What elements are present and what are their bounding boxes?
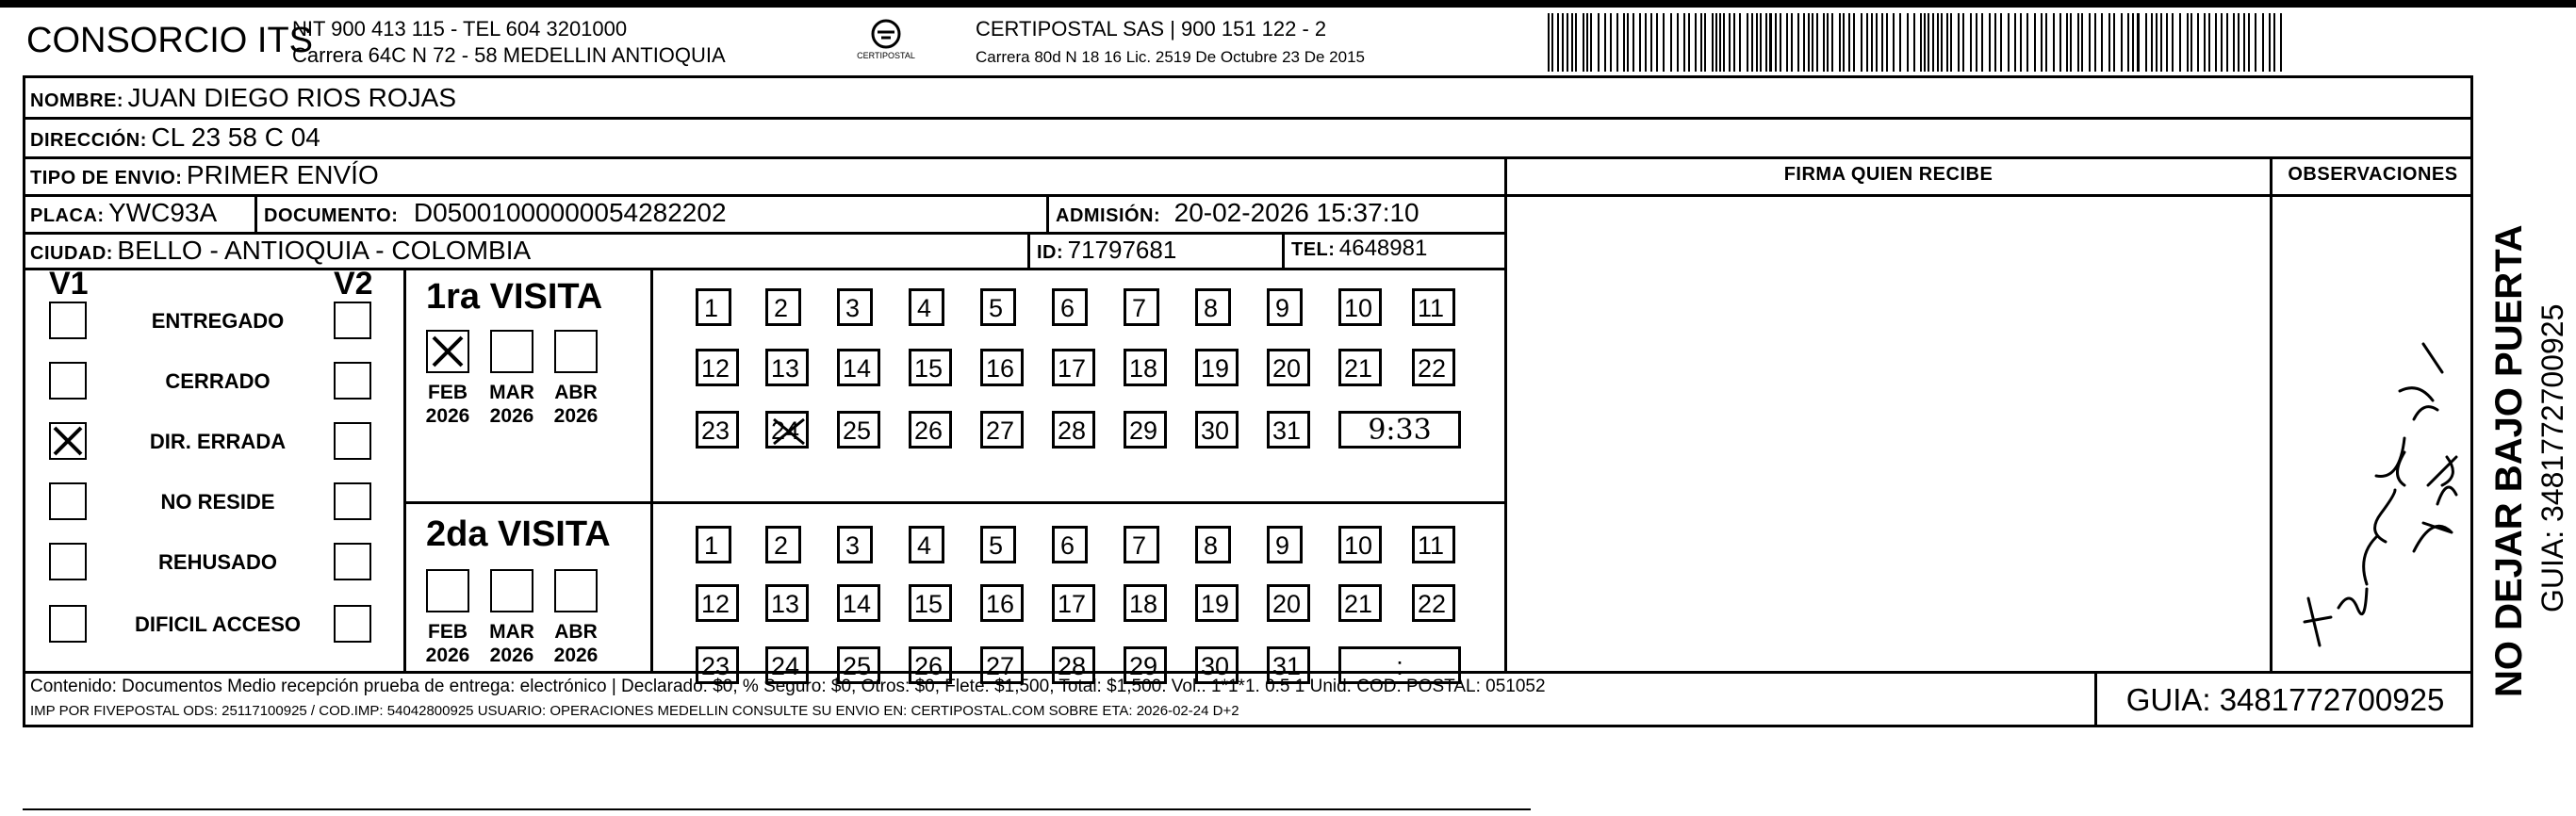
barcode-bar [1853, 13, 1855, 72]
footer-guia: GUIA: 3481772700925 [2125, 682, 2445, 717]
tipo-value: PRIMER ENVÍO [186, 160, 379, 189]
barcode-bar [1590, 13, 1592, 72]
day-box[interactable]: 17 [1052, 584, 1095, 622]
nombre-value: JUAN DIEGO RIOS ROJAS [127, 83, 456, 112]
nombre-label: NOMBRE: [30, 90, 124, 111]
day-box[interactable]: 31 [1267, 646, 1310, 684]
admision-label: ADMISIÓN: [1056, 205, 1161, 226]
barcode-bar [1633, 13, 1634, 72]
footer-imp: IMP POR FIVEPOSTAL ODS: 25117100925 / COD.IMP: 54042800925 USUARIO: OPERACIONES MEDELLIN CONSULTE SU ENVIO EN: CERTIPOSTAL.COM SOBRE ETA: 2026-02-24 D+2 [30, 703, 1239, 719]
day-box[interactable]: 21 [1338, 584, 1382, 622]
day-box[interactable]: 8 [1195, 526, 1231, 563]
barcode-bar [1575, 13, 1577, 72]
day-box[interactable]: 12 [696, 349, 739, 386]
barcode-bar [1639, 13, 1641, 72]
barcode-bar [2020, 13, 2022, 72]
month-name: FEB [428, 382, 468, 403]
barcode-bar [2121, 13, 2123, 72]
barcode-bar [1715, 13, 1717, 72]
barcode-bar [2151, 13, 2153, 72]
day-box[interactable]: 25 [837, 411, 880, 449]
v1-checkbox[interactable] [49, 302, 87, 339]
day-box[interactable]: 14 [837, 349, 880, 386]
status-label: DIR. ERRADA [149, 430, 287, 453]
day-box[interactable]: 28 [1052, 646, 1095, 684]
barcode-bar [2208, 13, 2210, 72]
day-box[interactable]: 4 [909, 526, 944, 563]
barcode-bar [1656, 13, 1658, 72]
day-box[interactable]: 30 [1195, 411, 1239, 449]
day-box[interactable]: 21 [1338, 349, 1382, 386]
admision-row [1056, 198, 1419, 228]
status-label: DIFICIL ACCESO [134, 612, 301, 636]
footer-contenido: Contenido: Documentos Medio recepción prueba de entrega: electrónico | Declarado: $0, % Seguro: $0, Otros: $0, Flete: $1,500, Total: $1,500. Vol.: 1*1*1. 0.5 1 Unid. COD. POSTAL: 051052 [30, 677, 1546, 696]
day-box[interactable]: 30 [1195, 646, 1239, 684]
barcode-bar [1663, 13, 1665, 72]
barcode-bar [1786, 13, 1788, 72]
barcode-bar [1907, 13, 1909, 72]
day-box[interactable]: 17 [1052, 349, 1095, 386]
barcode-bar [1946, 13, 1948, 72]
v1-checkbox[interactable] [49, 482, 87, 520]
month-name: MAR [489, 621, 534, 643]
barcode-bar [1729, 13, 1731, 72]
direccion-label: DIRECCIÓN: [30, 130, 147, 151]
barcode-bar [2226, 13, 2228, 72]
barcode-bar [1839, 13, 1841, 72]
col-line [403, 268, 406, 673]
day-box[interactable]: 10 [1338, 526, 1382, 563]
day-box[interactable]: 29 [1124, 411, 1167, 449]
barcode-bar [1861, 13, 1862, 72]
month-label [483, 381, 541, 428]
col-line [1504, 156, 1507, 673]
barcode-bar [1712, 13, 1714, 72]
month-year: 2026 [489, 645, 534, 666]
barcode-bar [1791, 13, 1793, 72]
time-box[interactable]: : [1338, 646, 1461, 684]
day-box[interactable]: 27 [980, 411, 1024, 449]
v1-checkbox[interactable] [49, 543, 87, 580]
second-visit-title: 2da VISITA [426, 514, 611, 554]
month-year: 2026 [425, 405, 470, 427]
day-box[interactable]: 2 [765, 526, 801, 563]
barcode-bar [1937, 13, 1939, 72]
barcode-bar [2160, 13, 2162, 72]
tipo-row [30, 160, 379, 190]
barcode-bar [2137, 13, 2140, 72]
month-label [547, 381, 605, 428]
month-label [547, 620, 605, 667]
month-year: 2026 [553, 645, 599, 666]
barcode-bar [1848, 13, 1850, 72]
bottom-line [23, 808, 1531, 810]
admision-value: 20-02-2026 15:37:10 [1173, 198, 1419, 227]
barcode-bar [2132, 13, 2134, 72]
status-label: NO RESIDE [160, 490, 275, 514]
handwritten-text [2272, 203, 2279, 204]
day-box[interactable]: 13 [765, 584, 809, 622]
barcode-bar [2262, 13, 2264, 72]
v2-checkbox[interactable] [334, 482, 371, 520]
barcode-bar [2101, 13, 2103, 72]
month-checkbox[interactable] [554, 330, 598, 373]
day-box[interactable]: 15 [909, 349, 952, 386]
barcode-bar [1981, 13, 1983, 72]
month-label [418, 620, 477, 667]
day-box[interactable]: 14 [837, 584, 880, 622]
barcode-bar [2089, 13, 2091, 72]
barcode-bar [1562, 13, 1564, 72]
v1-header: V1 [49, 266, 89, 302]
barcode-bar [1571, 13, 1573, 72]
barcode-bar [1586, 13, 1588, 72]
barcode-bar [2000, 13, 2002, 72]
placa-row [30, 198, 217, 228]
barcode-bar [1765, 13, 1767, 72]
status-label: CERRADO [165, 369, 271, 393]
barcode-bar [2190, 13, 2192, 72]
barcode-bar [2014, 13, 2016, 72]
row-line [23, 117, 2473, 120]
day-box[interactable]: 15 [909, 584, 952, 622]
day-box[interactable]: 1 [696, 526, 731, 563]
v2-checkbox[interactable] [334, 422, 371, 460]
barcode-bar [2204, 13, 2206, 72]
barcode-bar [2059, 13, 2061, 72]
barcode-bar [1812, 13, 1813, 72]
col-line [1282, 232, 1285, 269]
barcode-bar [1610, 13, 1612, 72]
barcode-bar [2113, 13, 2115, 72]
barcode-bar [1780, 13, 1781, 72]
day-box[interactable]: 11 [1412, 288, 1455, 326]
nombre-row [30, 83, 456, 113]
barcode-bar [1623, 13, 1625, 72]
barcode-bar [1932, 13, 1934, 72]
day-box[interactable]: 12 [696, 584, 739, 622]
day-box[interactable]: 16 [980, 584, 1024, 622]
barcode-bar [1775, 13, 1777, 72]
barcode-bar [2269, 13, 2271, 72]
barcode-bar [2081, 13, 2083, 72]
barcode-bar [2094, 13, 2096, 72]
day-box[interactable]: 18 [1124, 349, 1167, 386]
day-box[interactable]: 28 [1052, 411, 1095, 449]
day-box[interactable]: 24 [765, 411, 809, 449]
barcode-bar [1616, 13, 1618, 72]
barcode-bar [1604, 13, 1606, 72]
observaciones-header: OBSERVACIONES [2288, 164, 2458, 185]
barcode-bar [1723, 13, 1725, 72]
barcode-bar [2179, 13, 2181, 72]
barcode-bar [1747, 13, 1748, 72]
day-box[interactable]: 5 [980, 526, 1016, 563]
barcode-bar [1989, 13, 1991, 72]
barcode-bar [2233, 13, 2235, 72]
month-year: 2026 [489, 405, 534, 427]
month-checkbox[interactable] [490, 330, 533, 373]
day-box[interactable]: 19 [1195, 584, 1239, 622]
barcode-bar [1650, 13, 1652, 72]
tel-row [1291, 236, 1427, 262]
barcode-bar [1583, 13, 1584, 72]
barcode-bar [1843, 13, 1845, 72]
barcode-bar [2172, 13, 2174, 72]
month-label [483, 620, 541, 667]
barcode-bar [1827, 13, 1829, 72]
day-box[interactable]: 13 [765, 349, 809, 386]
ciudad-row [30, 236, 531, 266]
barcode-bar [1598, 13, 1600, 72]
v1-checkbox[interactable] [49, 605, 87, 643]
day-box[interactable]: 9 [1267, 526, 1303, 563]
barcode-bar [1695, 13, 1697, 72]
tel-value: 4648981 [1338, 236, 1428, 261]
day-box[interactable]: 5 [980, 288, 1016, 326]
day-box[interactable]: 4 [909, 288, 944, 326]
placa-value: YWC93A [108, 198, 218, 227]
tel-label: TEL: [1291, 239, 1336, 260]
barcode-bar [2221, 13, 2223, 72]
barcode-bar [1913, 13, 1915, 72]
barcode-bar [1886, 13, 1888, 72]
day-box[interactable]: 23 [696, 411, 739, 449]
v2-checkbox[interactable] [334, 302, 371, 339]
day-box[interactable]: 27 [980, 646, 1024, 684]
barcode-bar [1831, 13, 1833, 72]
barcode-bar [1950, 13, 1952, 72]
day-box[interactable]: 19 [1195, 349, 1239, 386]
barcode-bar [1769, 13, 1772, 72]
side-guia: GUIA: 3481772700925 [2535, 303, 2569, 612]
barcode-bar [2166, 13, 2168, 72]
day-box[interactable]: 26 [909, 411, 952, 449]
barcode-bar [1548, 13, 1550, 72]
day-box[interactable]: 6 [1052, 288, 1088, 326]
barcode-bar [2034, 13, 2036, 72]
v2-header: V2 [334, 266, 373, 302]
day-box[interactable]: 1 [696, 288, 731, 326]
barcode-bar [1733, 13, 1735, 72]
day-box[interactable]: 22 [1412, 349, 1455, 386]
day-box[interactable]: 8 [1195, 288, 1231, 326]
barcode-bar [1881, 13, 1883, 72]
barcode-bar [2280, 13, 2282, 72]
barcode-bar [1645, 13, 1647, 72]
barcode-bar [2243, 13, 2245, 72]
documento-value: D05001000000054282202 [413, 198, 727, 227]
barcode-bar [1808, 13, 1810, 72]
barcode-bar [2215, 13, 2217, 72]
month-year: 2026 [553, 405, 599, 427]
id-label: ID: [1037, 242, 1064, 263]
placa-label: PLACA: [30, 205, 105, 226]
barcode-bar [1994, 13, 1996, 72]
day-box[interactable]: 26 [909, 646, 952, 684]
barcode-bar [2053, 13, 2055, 72]
day-box[interactable]: 31 [1267, 411, 1310, 449]
v1-checkbox[interactable] [49, 422, 87, 460]
barcode-bar [2187, 13, 2189, 72]
barcode-bar [1797, 13, 1799, 72]
day-box[interactable]: 10 [1338, 288, 1382, 326]
barcode-bar [1876, 13, 1878, 72]
barcode-bar [1816, 13, 1818, 72]
barcode-bar [1924, 13, 1926, 72]
day-box[interactable]: 3 [837, 288, 873, 326]
day-box[interactable]: 7 [1124, 526, 1159, 563]
month-year: 2026 [425, 645, 470, 666]
carrier-name: CERTIPOSTAL SAS | 900 151 122 - 2 [976, 17, 1327, 41]
barcode-bar [1958, 13, 1960, 72]
col-line [1027, 232, 1030, 269]
barcode-bar [2045, 13, 2047, 72]
barcode-bar [1567, 13, 1568, 72]
barcode-bar [2145, 13, 2147, 72]
month-checkbox[interactable] [490, 569, 533, 612]
barcode-bar [1557, 13, 1559, 72]
day-box[interactable]: 24 [765, 646, 809, 684]
month-checkbox[interactable] [426, 330, 469, 373]
month-checkbox[interactable] [554, 569, 598, 612]
barcode-bar [1760, 13, 1762, 72]
barcode-bar [1962, 13, 1964, 72]
barcode-bar [2008, 13, 2010, 72]
day-box[interactable]: 18 [1124, 584, 1167, 622]
documento-label: DOCUMENTO: [264, 205, 399, 226]
barcode-bar [2127, 13, 2129, 72]
barcode-bar [2197, 13, 2199, 72]
no-dejar-bajo-puerta: NO DEJAR BAJO PUERTA [2488, 224, 2530, 697]
barcode-bar [2066, 13, 2068, 72]
barcode [1546, 13, 2290, 72]
direccion-value: CL 23 58 C 04 [151, 122, 320, 152]
barcode-bar [2248, 13, 2250, 72]
barcode-bar [1893, 13, 1895, 72]
day-box[interactable]: 6 [1052, 526, 1088, 563]
firma-header: FIRMA QUIEN RECIBE [1783, 164, 1994, 185]
barcode-bar [1739, 13, 1741, 72]
v2-checkbox[interactable] [334, 362, 371, 400]
barcode-bar [1756, 13, 1758, 72]
barcode-bar [1823, 13, 1825, 72]
row-line [23, 194, 2473, 197]
day-box[interactable]: 7 [1124, 288, 1159, 326]
col-line [1046, 194, 1049, 234]
id-row [1037, 236, 1176, 265]
barcode-bar [1719, 13, 1721, 72]
logo-text: CERTIPOSTAL [857, 51, 915, 60]
col-line [254, 194, 257, 234]
row-line [23, 156, 2473, 159]
barcode-bar [1920, 13, 1922, 72]
barcode-bar [1899, 13, 1901, 72]
barcode-bar [1871, 13, 1873, 72]
barcode-bar [2070, 13, 2072, 72]
row-line [23, 671, 2473, 674]
company-nit: NIT 900 413 115 - TEL 604 3201000 [292, 17, 628, 41]
day-box[interactable]: 9 [1267, 288, 1303, 326]
company-name: CONSORCIO ITS [26, 21, 314, 60]
month-name: ABR [554, 621, 598, 643]
barcode-bar [1704, 13, 1706, 72]
day-box[interactable]: 16 [980, 349, 1024, 386]
barcode-bar [1928, 13, 1929, 72]
barcode-bar [2026, 13, 2028, 72]
day-box[interactable]: 20 [1267, 349, 1310, 386]
barcode-bar [2041, 13, 2043, 72]
month-name: FEB [428, 621, 468, 643]
barcode-bar [1551, 13, 1553, 72]
top-border [0, 0, 2576, 8]
ciudad-value: BELLO - ANTIOQUIA - COLOMBIA [117, 236, 532, 265]
first-visit-title: 1ra VISITA [426, 277, 603, 317]
barcode-bar [2108, 13, 2110, 72]
month-checkbox[interactable] [426, 569, 469, 612]
certipostal-logo [853, 17, 919, 66]
barcode-bar [2255, 13, 2256, 72]
id-value: 71797681 [1067, 236, 1177, 264]
month-name: MAR [489, 382, 534, 403]
barcode-bar [1803, 13, 1805, 72]
day-box[interactable]: 11 [1412, 526, 1455, 563]
barcode-bar [1670, 13, 1672, 72]
tipo-label: TIPO DE ENVIO: [30, 168, 183, 188]
day-box[interactable]: 23 [696, 646, 739, 684]
ciudad-label: CIUDAD: [30, 243, 113, 264]
barcode-bar [2156, 13, 2158, 72]
row-line [403, 501, 1504, 504]
barcode-bar [2077, 13, 2079, 72]
barcode-bar [2238, 13, 2240, 72]
v2-checkbox[interactable] [334, 605, 371, 643]
day-box[interactable]: 20 [1267, 584, 1310, 622]
barcode-bar [1677, 13, 1679, 72]
day-box[interactable]: 25 [837, 646, 880, 684]
day-box[interactable]: 3 [837, 526, 873, 563]
barcode-bar [1751, 13, 1753, 72]
status-label: REHUSADO [158, 550, 277, 574]
month-label [418, 381, 477, 428]
day-box[interactable]: 29 [1124, 646, 1167, 684]
direccion-row [30, 122, 320, 153]
barcode-bar [1683, 13, 1685, 72]
barcode-bar [1866, 13, 1868, 72]
barcode-bar [1976, 13, 1977, 72]
handwritten-observation [2272, 203, 2473, 671]
company-address: Carrera 64C N 72 - 58 MEDELLIN ANTIOQUIA [292, 43, 726, 67]
barcode-bar [1700, 13, 1702, 72]
documento-row [264, 198, 727, 228]
day-box[interactable]: 22 [1412, 584, 1455, 622]
v1-checkbox[interactable] [49, 362, 87, 400]
time-box[interactable]: 9:33 [1338, 411, 1461, 449]
month-name: ABR [554, 382, 598, 403]
col-line [650, 268, 653, 673]
v2-checkbox[interactable] [334, 543, 371, 580]
status-label: ENTREGADO [151, 309, 285, 333]
barcode-bar [1627, 13, 1629, 72]
barcode-bar [1970, 13, 1972, 72]
day-box[interactable]: 2 [765, 288, 801, 326]
carrier-license: Carrera 80d N 18 16 Lic. 2519 De Octubre 23 De 2015 [976, 48, 1365, 66]
barcode-bar [2273, 13, 2275, 72]
barcode-bar [1941, 13, 1943, 72]
barcode-bar [1688, 13, 1690, 72]
